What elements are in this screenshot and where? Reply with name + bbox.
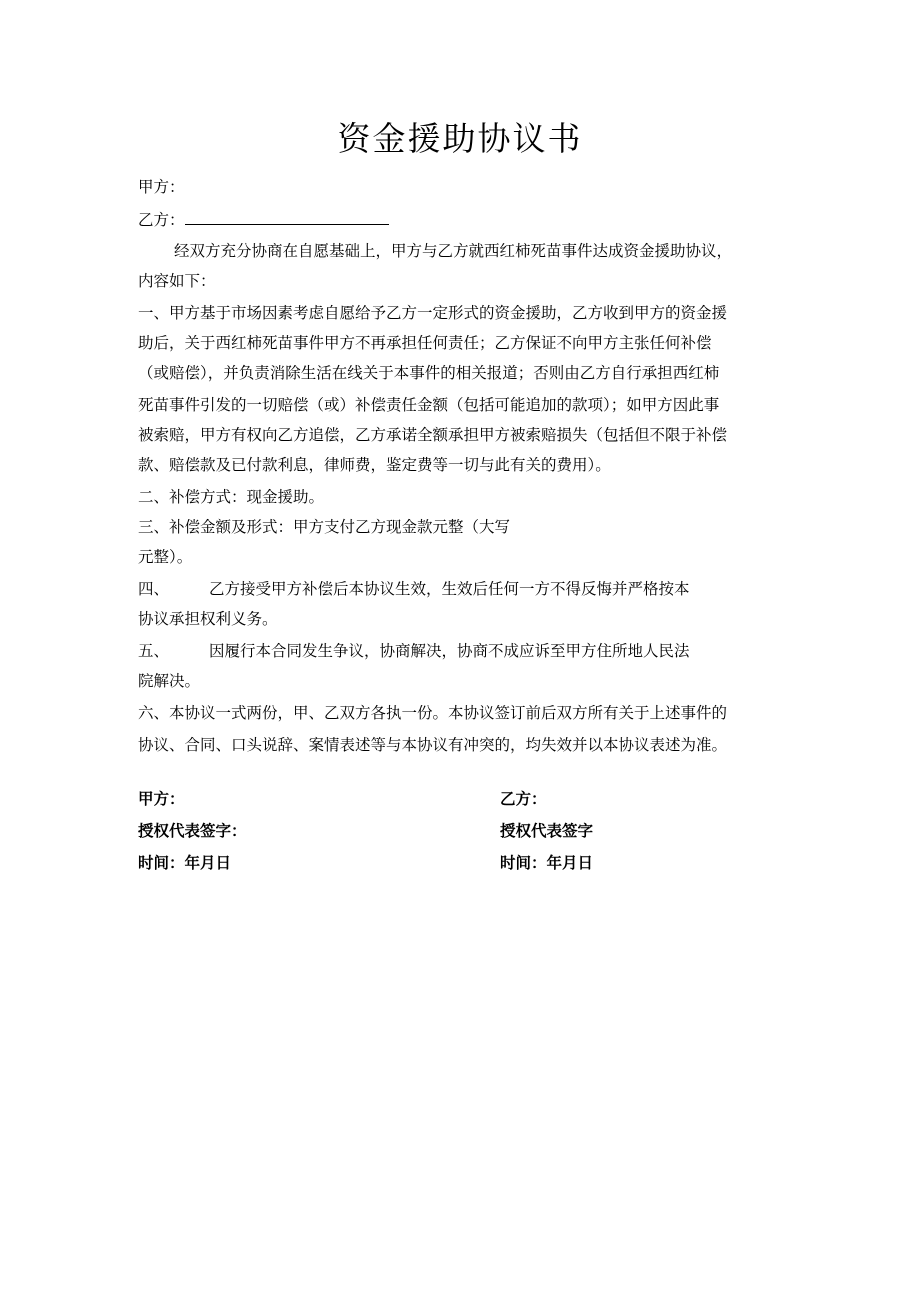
intro-line-1 [138, 240, 732, 262]
signature-date-b: 时间：年月日 [500, 854, 594, 872]
clause-1-line-3: （或赔偿），并负责消除生活在线关于本事件的相关报道；否则由乙方自行承担西红柿 [138, 364, 720, 382]
signature-rep-a: 授权代表签字： [138, 822, 247, 840]
clause-1-line-4: 死苗事件引发的一切赔偿（或）补偿责任金额（包括可能追加的款项）；如甲方因此事 [138, 396, 720, 414]
intro-line-2: 内容如下： [138, 272, 216, 290]
party-b-line [138, 208, 389, 231]
clause-4-text: 乙方接受甲方补偿后本协议生效，生效后任何一方不得反悔并严格按本 [209, 580, 690, 598]
signature-party-a: 甲方： [138, 790, 185, 808]
party-b-label: 乙方： [138, 211, 185, 229]
clause-2-line: 二、补偿方式：现金援助。 [138, 488, 325, 506]
clause-4-line-2: 协议承担权利义务。 [138, 610, 278, 628]
clause-5-line-1 [138, 640, 690, 662]
clause-3-line-1: 三、补偿金额及形式：甲方支付乙方现金款元整（大写 [138, 518, 511, 536]
intro-text-1: 经双方充分协商在自愿基础上，甲方与乙方就西红柿死苗事件达成资金援助协议， [174, 242, 733, 260]
signature-rep-b: 授权代表签字 [500, 822, 594, 840]
signature-date-a: 时间：年月日 [138, 854, 232, 872]
document-title: 资金援助协议书 [337, 119, 583, 158]
clause-1-line-6: 款、赔偿款及已付款利息，律师费，鉴定费等一切与此有关的费用）。 [138, 456, 611, 474]
clause-4-number: 四、 [138, 580, 170, 598]
clause-1-line-1: 一、甲方基于市场因素考虑自愿给予乙方一定形式的资金援助，乙方收到甲方的资金援 [138, 304, 728, 322]
party-b-blank [185, 208, 389, 225]
clause-4-line-1 [138, 578, 690, 600]
clause-5-line-2: 院解决。 [138, 672, 201, 690]
clause-3-line-2: 元整）。 [138, 548, 193, 566]
clause-5-number: 五、 [138, 642, 170, 660]
party-a-line: 甲方： [138, 178, 185, 196]
signature-party-b: 乙方： [500, 790, 547, 808]
clause-6-line-2: 协议、合同、口头说辞、案情表述等与本协议有冲突的，均失效并以本协议表述为准。 [138, 736, 728, 754]
clause-5-text: 因履行本合同发生争议，协商解决，协商不成应诉至甲方住所地人民法 [209, 642, 690, 660]
clause-1-line-2: 助后，关于西红柿死苗事件甲方不再承担任何责任；乙方保证不向甲方主张任何补偿 [138, 334, 712, 352]
clause-6-line-1: 六、本协议一式两份，甲、乙双方各执一份。本协议签订前后双方所有关于上述事件的 [138, 704, 728, 722]
clause-1-line-5: 被索赔，甲方有权向乙方追偿，乙方承诺全额承担甲方被索赔损失（包括但不限于补偿 [138, 426, 728, 444]
